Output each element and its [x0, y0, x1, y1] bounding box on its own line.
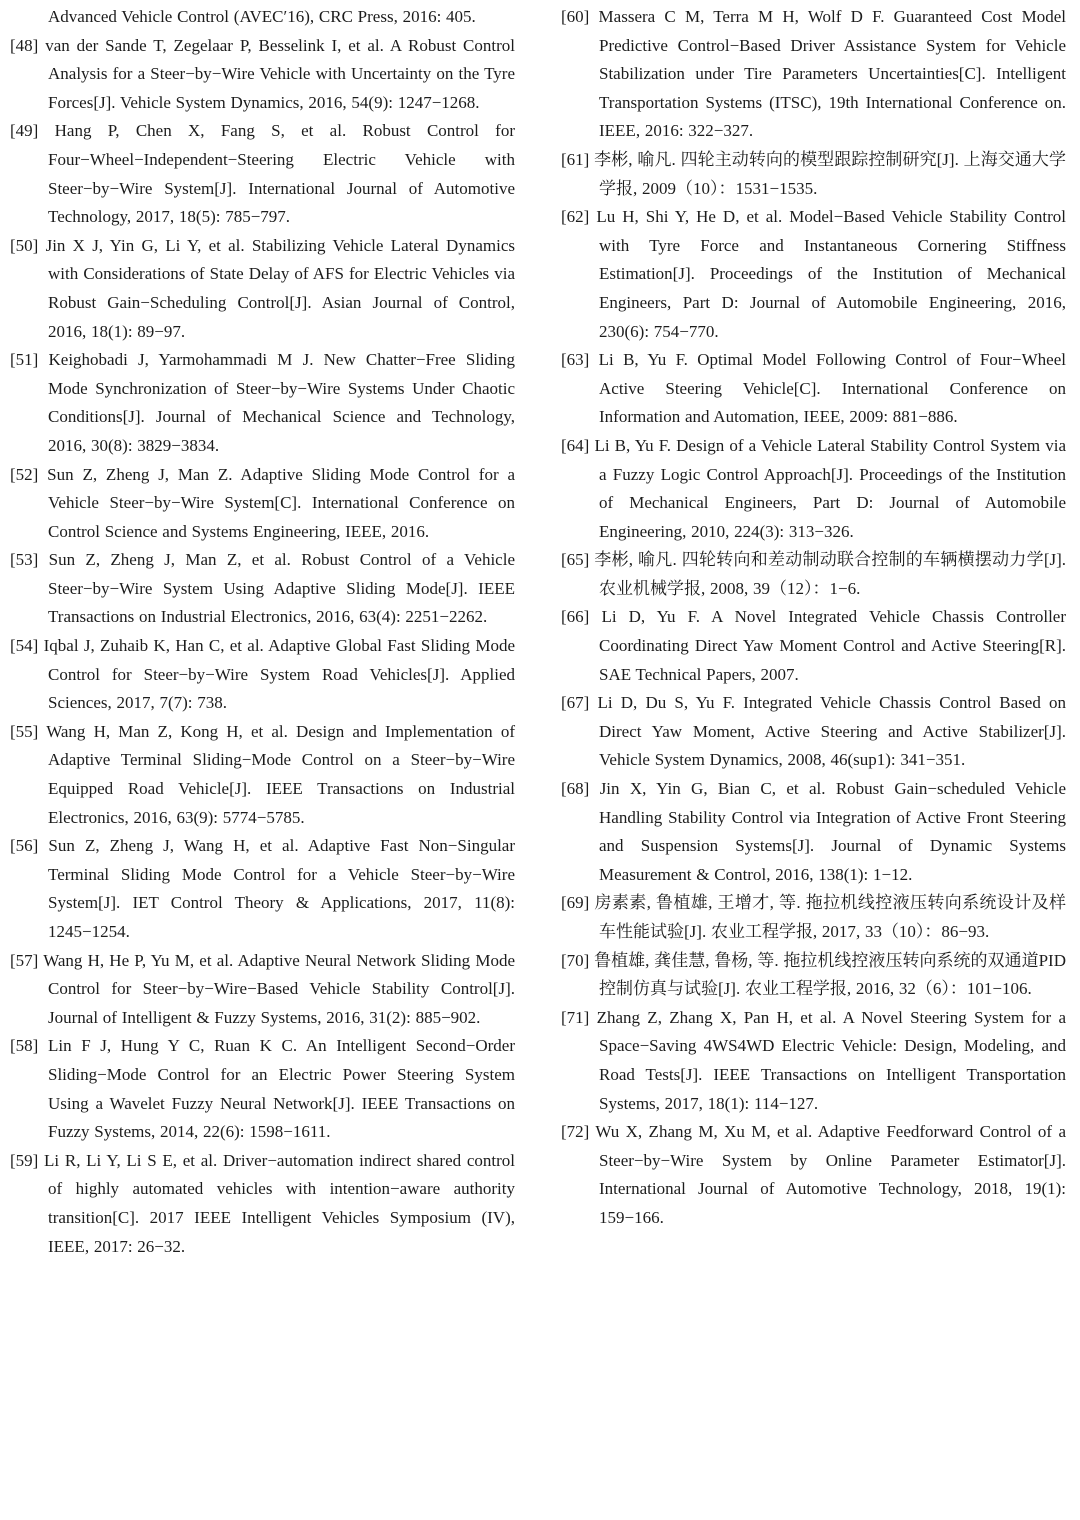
reference-text: Lin F J, Hung Y C, Ruan K C. An Intelligent Second−Order Sliding−Mode Control for an Electric Power Steering System Using a Wavelet Fuzzy Neural Network[J]. IEEE Transactions on Fuzzy Systems, 2014, 22(6): 1598−1611. [47, 1036, 516, 1142]
reference-text: Massera C M, Terra M H, Wolf D F. Guaranteed Cost Model Predictive Control−Based Driver Assistance System for Vehicle Stabilization under Tire Parameters Uncertainties[C]. Intelligent Transportation Systems (ITSC), 19th International Conference on. IEEE, 2016: 322−327. [598, 7, 1066, 141]
references-right-column [561, 3, 1066, 1520]
reference-text: Li R, Li Y, Li S E, et al. Driver−automation indirect shared control of highly automated vehicles with intention−aware authority transition[C]. 2017 IEEE Intelligent Vehicles Symposium (IV), IEEE, 2017: 26−32. [44, 1150, 516, 1256]
reference-text: Li D, Du S, Yu F. Integrated Vehicle Chassis Control Based on Direct Yaw Moment, Active Steering and Active Stabilizer[J]. Vehicle System Dynamics, 2008, 46(sup1): 341−351. [597, 693, 1067, 770]
reference-number: [66] [561, 607, 590, 627]
reference-text: 鲁植雄, 龚佳慧, 鲁杨, 等. 拖拉机线控液压转向系统的双通道PID控制仿真与试验[J]. 农业工程学报, 2016, 32（6）：101−106. [594, 950, 1066, 999]
reference-item [561, 432, 1066, 546]
reference-item [10, 1032, 515, 1146]
reference-number: [67] [561, 693, 590, 713]
reference-number: [58] [10, 1036, 39, 1056]
reference-number: [59] [10, 1150, 39, 1170]
reference-text: Zhang Z, Zhang X, Pan H, et al. A Novel Steering System for a Space−Saving 4WS4WD Electric Vehicle: Design, Modeling, and Road Tests[J]. IEEE Transactions on Intelligent Transportation Systems, 2017, 18(1): 114−127. [596, 1007, 1066, 1113]
reference-number: [56] [10, 836, 39, 856]
reference-text: Lu H, Shi Y, He D, et al. Model−Based Vehicle Stability Control with Tyre Force and Instantaneous Cornering Stiffness Estimation[J]. Proceedings of the Institution of Mechanical Engineers, Part D: Journal of Automobile Engineering, 2016, 230(6): 754−770. [596, 207, 1066, 341]
reference-number: [61] [561, 149, 590, 169]
reference-item [10, 346, 515, 460]
reference-item [561, 1004, 1066, 1118]
reference-text: van der Sande T, Zegelaar P, Besselink I, et al. A Robust Control Analysis for a Steer−by−Wire Vehicle with Uncertainty on the Tyre Forces[J]. Vehicle System Dynamics, 2016, 54(9): 1247−1268. [45, 35, 516, 112]
reference-item [10, 832, 515, 946]
reference-text: Keighobadi J, Yarmohammadi M J. New Chatter−Free Sliding Mode Synchronization of Steer−by−Wire Systems Under Chaotic Conditions[J]. Journal of Mechanical Science and Technology, 2016, 30(8): 3829−3834. [48, 350, 515, 455]
reference-item [10, 32, 515, 118]
reference-text: Li D, Yu F. A Novel Integrated Vehicle Chassis Controller Coordinating Direct Yaw Moment Control and Active Steering[R]. SAE Technical Papers, 2007. [599, 607, 1066, 684]
reference-item [561, 346, 1066, 432]
reference-text: 房素素, 鲁植雄, 王增才, 等. 拖拉机线控液压转向系统设计及样车性能试验[J]. 农业工程学报, 2017, 33（10）：86−93. [594, 893, 1067, 941]
reference-text: Advanced Vehicle Control (AVEC′16), CRC Press, 2016: 405. [48, 7, 476, 26]
reference-item [10, 546, 515, 632]
reference-number: [53] [10, 550, 39, 570]
reference-item [10, 718, 515, 832]
reference-text: Wu X, Zhang M, Xu M, et al. Adaptive Feedforward Control of a Steer−by−Wire System by Online Parameter Estimator[J]. International Journal of Automotive Technology, 2018, 19(1): 159−166. [595, 1122, 1066, 1227]
reference-item [561, 947, 1066, 1004]
reference-text: 李彬, 喻凡. 四轮主动转向的模型跟踪控制研究[J]. 上海交通大学学报, 2009（10）：1531−1535. [594, 149, 1067, 198]
reference-item [561, 1118, 1066, 1232]
reference-number: [57] [10, 950, 39, 970]
reference-number: [54] [10, 636, 39, 656]
reference-text: Sun Z, Zheng J, Man Z. Adaptive Sliding Mode Control for a Vehicle Steer−by−Wire System[C]. International Conference on Control Science and Systems Engineering, IEEE, 2016. [47, 464, 516, 541]
reference-number: [50] [10, 235, 39, 255]
reference-text: Iqbal J, Zuhaib K, Han C, et al. Adaptive Global Fast Sliding Mode Control for Steer−by−Wire System Road Vehicles[J]. Applied Sciences, 2017, 7(7): 738. [43, 636, 515, 713]
reference-number: [72] [561, 1122, 590, 1142]
reference-item [561, 546, 1066, 603]
reference-number: [51] [10, 350, 39, 370]
reference-number: [71] [561, 1007, 590, 1027]
reference-item [561, 603, 1066, 689]
reference-item [10, 947, 515, 1033]
reference-number: [52] [10, 464, 39, 484]
reference-number: [68] [561, 779, 590, 799]
reference-text: Jin X, Yin G, Bian C, et al. Robust Gain−scheduled Vehicle Handling Stability Control via Integration of Active Front Steering and Suspension Systems[J]. Journal of Dynamic Systems Measurement & Control, 2016, 138(1): 1−12. [599, 779, 1066, 884]
reference-item [561, 3, 1066, 146]
reference-text: Jin X J, Yin G, Li Y, et al. Stabilizing Vehicle Lateral Dynamics with Considerations of State Delay of AFS for Electric Vehicles via Robust Gain−Scheduling Control[J]. Asian Journal of Control, 2016, 18(1): 89−97. [45, 235, 515, 341]
reference-number: [70] [561, 950, 590, 970]
references-left-column [10, 3, 515, 1520]
reference-text: Li B, Yu F. Design of a Vehicle Lateral Stability Control System via a Fuzzy Logic Control Approach[J]. Proceedings of the Institution of Mechanical Engineers, Part D: Journal of Automobile Engineering, 2010, 224(3): 313−326. [594, 435, 1067, 541]
reference-text: Li B, Yu F. Optimal Model Following Control of Four−Wheel Active Steering Vehicle[C]. International Conference on Information and Automation, IEEE, 2009: 881−886. [598, 350, 1066, 427]
reference-item [561, 889, 1066, 946]
reference-item [10, 632, 515, 718]
reference-item [10, 117, 515, 231]
reference-item [561, 689, 1066, 775]
reference-number: [62] [561, 207, 590, 227]
reference-item [10, 3, 515, 32]
reference-item [561, 203, 1066, 346]
reference-number: [60] [561, 7, 590, 26]
reference-text: Wang H, He P, Yu M, et al. Adaptive Neural Network Sliding Mode Control for Steer−by−Wire−Based Vehicle Stability Control[J]. Journal of Intelligent & Fuzzy Systems, 2016, 31(2): 885−902. [43, 950, 515, 1027]
reference-text: Hang P, Chen X, Fang S, et al. Robust Control for Four−Wheel−Independent−Steering Electric Vehicle with Steer−by−Wire System[J]. International Journal of Automotive Technology, 2017, 18(5): 785−797. [48, 121, 516, 227]
reference-number: [63] [561, 350, 590, 370]
reference-item [10, 1147, 515, 1261]
reference-number: [49] [10, 121, 39, 141]
reference-number: [48] [10, 35, 39, 55]
reference-text: Wang H, Man Z, Kong H, et al. Design and Implementation of Adaptive Terminal Sliding−Mode Control on a Steer−by−Wire Equipped Road Vehicle[J]. IEEE Transactions on Industrial Electronics, 2016, 63(9): 5774−5785. [46, 721, 515, 827]
reference-text: Sun Z, Zheng J, Wang H, et al. Adaptive Fast Non−Singular Terminal Sliding Mode Control for a Vehicle Steer−by−Wire System[J]. IET Control Theory & Applications, 2017, 11(8): 1245−1254. [48, 836, 515, 941]
reference-item [561, 146, 1066, 203]
reference-number: [55] [10, 721, 39, 741]
reference-item [10, 461, 515, 547]
reference-text: 李彬, 喻凡. 四轮转向和差动制动联合控制的车辆横摆动力学[J]. 农业机械学报, 2008, 39（12）：1−6. [594, 550, 1067, 598]
reference-item [10, 232, 515, 346]
reference-number: [64] [561, 435, 590, 455]
reference-item [561, 775, 1066, 889]
reference-text: Sun Z, Zheng J, Man Z, et al. Robust Control of a Vehicle Steer−by−Wire System Using Adaptive Sliding Mode[J]. IEEE Transactions on Industrial Electronics, 2016, 63(4): 2251−2262. [48, 550, 516, 627]
reference-number: [69] [561, 893, 590, 913]
reference-number: [65] [561, 550, 590, 570]
